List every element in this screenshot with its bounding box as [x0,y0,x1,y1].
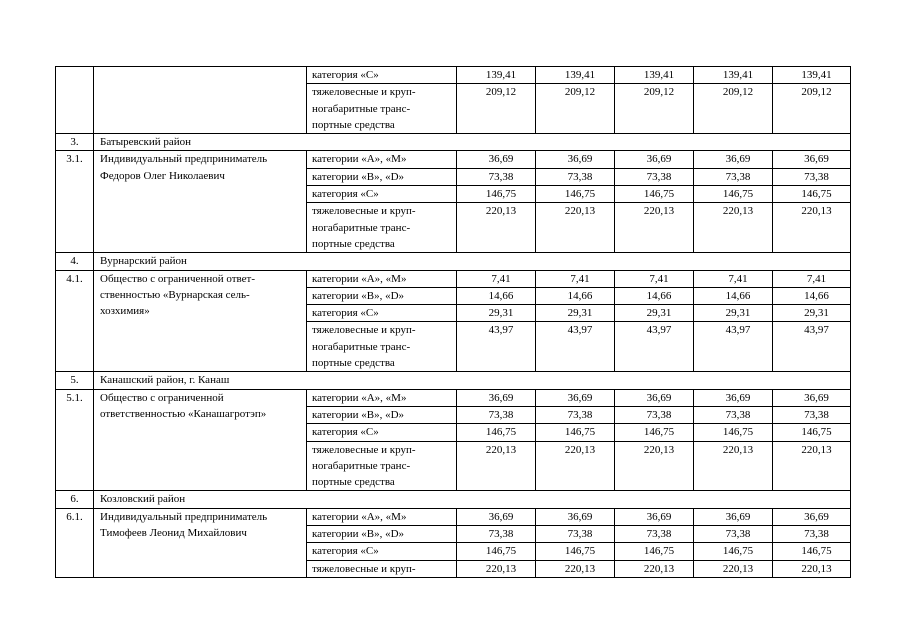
section-number: 6. [56,491,94,508]
operator-name [94,270,307,372]
entry-number: 6.1. [56,508,94,577]
text-line: ногабаритные транс- [312,340,411,353]
section-number: 3. [56,134,94,151]
tariff-value: 36,69 [615,389,694,406]
section-row [56,372,851,389]
tariff-value: 7,41 [536,270,615,287]
tariff-value: 220,13 [615,203,694,253]
section-title: Батыревский район [94,134,851,151]
tariff-row [56,151,851,168]
text-line: категории «А», «М» [312,153,407,166]
entry-number: 3.1. [56,151,94,253]
tariff-value: 146,75 [457,186,536,203]
text-line: категория «С» [312,426,379,439]
vehicle-category [307,168,457,185]
tariff-value: 220,13 [773,560,851,577]
tariff-value: 220,13 [694,203,773,253]
tariff-value: 29,31 [694,305,773,322]
tariff-value: 73,38 [773,168,851,185]
tariff-value: 146,75 [773,543,851,560]
tariff-value: 36,69 [694,389,773,406]
tariff-value: 36,69 [773,389,851,406]
tariff-value: 73,38 [457,526,536,543]
text-line: категории «В», «D» [312,289,405,302]
tariff-value: 220,13 [457,441,536,491]
text-line: категории «В», «D» [312,528,405,541]
text-line: категории «В», «D» [312,170,405,183]
tariff-value: 73,38 [457,168,536,185]
tariff-value: 7,41 [773,270,851,287]
tariff-value: 29,31 [773,305,851,322]
tariff-value: 146,75 [536,424,615,441]
text-line: портные средства [312,476,395,489]
section-row [56,134,851,151]
vehicle-category [307,424,457,441]
operator-name [94,508,307,577]
tariff-value: 14,66 [773,287,851,304]
vehicle-category [307,322,457,372]
text-line: Федоров Олег Николаевич [100,169,225,182]
tariff-value: 7,41 [615,270,694,287]
tariff-value: 220,13 [615,560,694,577]
operator-name [94,67,307,134]
tariff-value: 220,13 [536,560,615,577]
tariff-value: 209,12 [457,84,536,134]
text-line: категория «С» [312,69,379,81]
tariff-value: 43,97 [536,322,615,372]
operator-name [94,389,307,491]
text-line: категории «А», «М» [312,272,407,285]
tariff-value: 146,75 [694,424,773,441]
vehicle-category [307,389,457,406]
section-number: 5. [56,372,94,389]
tariff-value: 139,41 [694,67,773,84]
vehicle-category [307,186,457,203]
tariff-value: 73,38 [694,526,773,543]
tariff-value: 7,41 [694,270,773,287]
tariff-value: 73,38 [694,168,773,185]
tariff-value: 36,69 [457,508,536,525]
tariff-value: 14,66 [694,287,773,304]
tariff-value: 220,13 [457,203,536,253]
text-line: портные средства [312,357,395,370]
tariff-value: 36,69 [694,508,773,525]
section-title: Вурнарский район [94,253,851,270]
text-line: тяжеловесные и круп- [312,86,416,99]
tariff-value: 73,38 [773,526,851,543]
text-line: Общество с ограниченной ответ- [100,272,255,285]
vehicle-category [307,560,457,577]
text-line: Тимофеев Леонид Михайлович [100,527,247,540]
text-line: Индивидуальный предприниматель [100,153,268,166]
section-title: Козловский район [94,491,851,508]
tariff-value: 220,13 [773,441,851,491]
entry-number: 5.1. [56,389,94,491]
tariff-table [55,66,851,578]
text-line: категория «С» [312,307,379,320]
tariff-value: 36,69 [773,508,851,525]
tariff-value: 220,13 [536,441,615,491]
tariff-value: 139,41 [773,67,851,84]
tariff-value: 73,38 [457,406,536,423]
section-row [56,253,851,270]
text-line: категория «С» [312,188,379,201]
text-line: тяжеловесные и круп- [312,205,416,218]
text-line: ответственностью «Канашагротэп» [100,407,267,420]
tariff-value: 146,75 [615,186,694,203]
vehicle-category [307,508,457,525]
text-line: ногабаритные транс- [312,221,411,234]
text-line: тяжеловесные и круп- [312,443,416,456]
tariff-value: 146,75 [694,543,773,560]
tariff-value: 73,38 [615,168,694,185]
tariff-value: 36,69 [615,508,694,525]
tariff-value: 146,75 [615,424,694,441]
tariff-value: 209,12 [773,84,851,134]
text-line: ногабаритные транс- [312,459,411,472]
tariff-value: 146,75 [773,424,851,441]
vehicle-category [307,526,457,543]
tariff-value: 29,31 [615,305,694,322]
tariff-value: 36,69 [536,151,615,168]
vehicle-category [307,305,457,322]
text-line: тяжеловесные и круп- [312,562,416,575]
tariff-value: 73,38 [773,406,851,423]
tariff-value: 209,12 [694,84,773,134]
tariff-value: 73,38 [536,406,615,423]
tariff-value: 36,69 [694,151,773,168]
vehicle-category [307,406,457,423]
section-title: Канашский район, г. Канаш [94,372,851,389]
tariff-value: 139,41 [615,67,694,84]
entry-number: 4.1. [56,270,94,372]
text-line: Общество с ограниченной [100,391,224,404]
tariff-value: 139,41 [457,67,536,84]
tariff-value: 14,66 [457,287,536,304]
tariff-value: 220,13 [536,203,615,253]
tariff-value: 14,66 [536,287,615,304]
text-line: портные средства [312,118,395,131]
tariff-value: 73,38 [615,526,694,543]
text-line: категория «С» [312,545,379,558]
tariff-value: 43,97 [694,322,773,372]
tariff-value: 146,75 [694,186,773,203]
tariff-value: 36,69 [457,389,536,406]
operator-name [94,151,307,253]
text-line: хозхимия» [100,305,150,318]
tariff-value: 7,41 [457,270,536,287]
tariff-value: 43,97 [773,322,851,372]
tariff-value: 29,31 [536,305,615,322]
tariff-value: 139,41 [536,67,615,84]
text-line: тяжеловесные и круп- [312,324,416,337]
tariff-value: 29,31 [457,305,536,322]
vehicle-category [307,203,457,253]
tariff-value: 146,75 [773,186,851,203]
text-line: ногабаритные транс- [312,102,411,115]
tariff-value: 220,13 [694,560,773,577]
text-line: категории «В», «D» [312,408,405,421]
vehicle-category [307,67,457,84]
tariff-row [56,389,851,406]
tariff-value: 146,75 [457,424,536,441]
vehicle-category [307,84,457,134]
tariff-value: 146,75 [457,543,536,560]
tariff-value: 36,69 [773,151,851,168]
tariff-value: 43,97 [457,322,536,372]
tariff-value: 73,38 [615,406,694,423]
tariff-row [56,508,851,525]
tariff-value: 14,66 [615,287,694,304]
tariff-value: 36,69 [536,389,615,406]
tariff-value: 220,13 [773,203,851,253]
tariff-value: 73,38 [694,406,773,423]
tariff-value: 146,75 [536,186,615,203]
vehicle-category [307,151,457,168]
tariff-value: 73,38 [536,168,615,185]
tariff-value: 146,75 [536,543,615,560]
section-row [56,491,851,508]
section-number: 4. [56,253,94,270]
tariff-value: 209,12 [615,84,694,134]
tariff-table-body [56,67,851,578]
tariff-value: 36,69 [536,508,615,525]
tariff-value: 43,97 [615,322,694,372]
vehicle-category [307,543,457,560]
tariff-value: 36,69 [457,151,536,168]
text-line: Индивидуальный предприниматель [100,510,268,523]
vehicle-category [307,441,457,491]
text-line: категории «А», «М» [312,510,407,523]
entry-number [56,67,94,134]
tariff-value: 209,12 [536,84,615,134]
tariff-row [56,270,851,287]
tariff-value: 220,13 [457,560,536,577]
tariff-value: 220,13 [615,441,694,491]
tariff-value: 73,38 [536,526,615,543]
vehicle-category [307,270,457,287]
vehicle-category [307,287,457,304]
text-line: портные средства [312,237,395,250]
tariff-row [56,67,851,84]
tariff-value: 220,13 [694,441,773,491]
text-line: ственностью «Вурнарская сель- [100,288,250,301]
text-line: категории «А», «М» [312,391,407,404]
tariff-value: 146,75 [615,543,694,560]
tariff-value: 36,69 [615,151,694,168]
